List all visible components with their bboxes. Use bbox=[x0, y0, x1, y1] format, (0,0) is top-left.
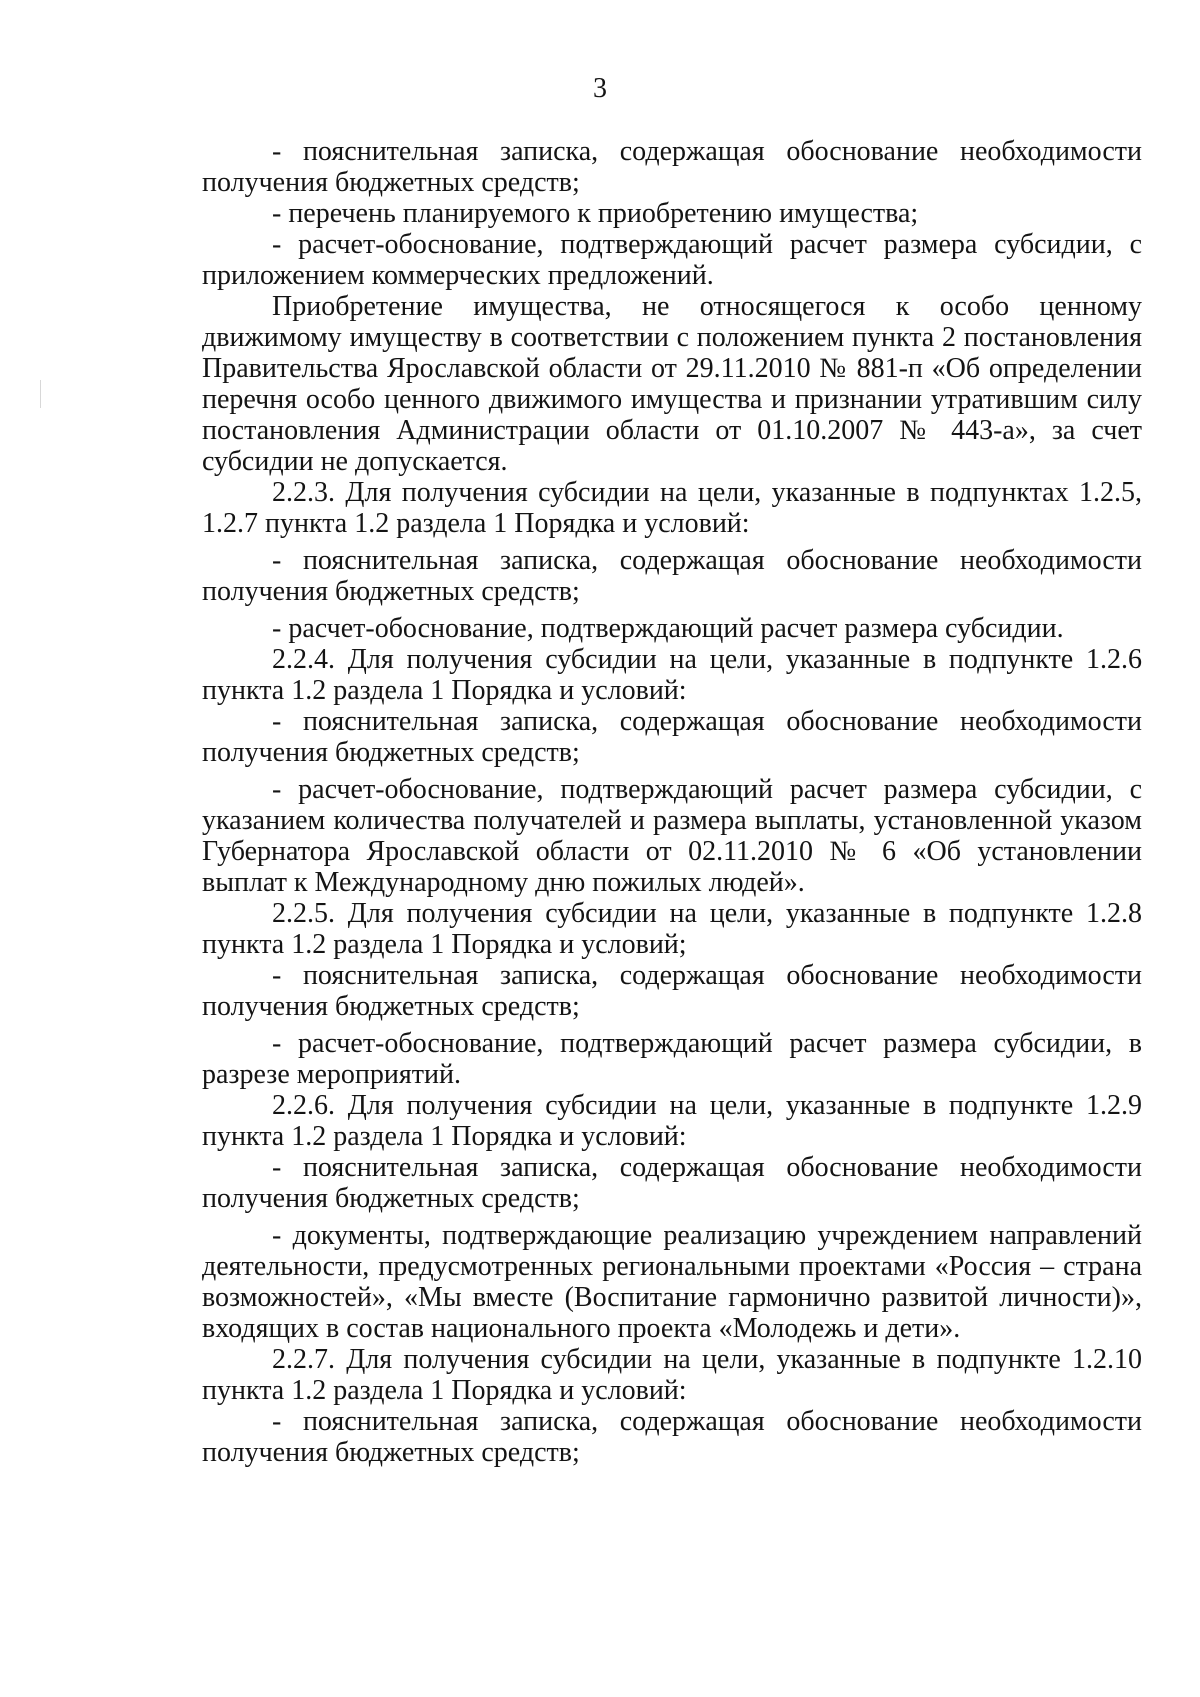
paragraph-explanatory-note-6: - пояснительная записка, содержащая обоснование необходимости получения бюджетных средств; bbox=[202, 1406, 1142, 1468]
paragraph-section-2-2-5: 2.2.5. Для получения субсидии на цели, указанные в подпункте 1.2.8 пункта 1.2 раздела 1 Порядка и условий; bbox=[202, 898, 1142, 960]
paragraph-explanatory-note-1: - пояснительная записка, содержащая обоснование необходимости получения бюджетных средств; bbox=[202, 136, 1142, 198]
paragraph-calculation-events: - расчет-обоснование, подтверждающий расчет размера субсидии, в разрезе мероприятий. bbox=[202, 1028, 1142, 1090]
paragraph-calculation-recipients: - расчет-обоснование, подтверждающий расчет размера субсидии, с указанием количества получателей и размера выплаты, установленной указом Губернатора Ярославской области от 02.11.2010 № 6 «Об установлении выплат к Международному дню пожилых людей». bbox=[202, 774, 1142, 898]
paragraph-explanatory-note-3: - пояснительная записка, содержащая обоснование необходимости получения бюджетных средств; bbox=[202, 706, 1142, 768]
paragraph-explanatory-note-4: - пояснительная записка, содержащая обоснование необходимости получения бюджетных средств; bbox=[202, 960, 1142, 1022]
paragraph-explanatory-note-2: - пояснительная записка, содержащая обоснование необходимости получения бюджетных средств; bbox=[202, 545, 1142, 607]
paragraph-property-acquisition-restriction: Приобретение имущества, не относящегося к особо ценному движимому имуществу в соответствии с положением пункта 2 постановления Правительства Ярославской области от 29.11.2010 № 881-п «Об определении перечня особо ценного движимого имущества и признании утратившим силу постановления Администрации области от 01.10.2007 № 443-а», за счет субсидии не допускается. bbox=[202, 291, 1142, 477]
paragraph-section-2-2-6: 2.2.6. Для получения субсидии на цели, указанные в подпункте 1.2.9 пункта 1.2 раздела 1 Порядка и условий: bbox=[202, 1090, 1142, 1152]
scan-artifact-mark bbox=[40, 380, 41, 408]
paragraph-section-2-2-4: 2.2.4. Для получения субсидии на цели, указанные в подпункте 1.2.6 пункта 1.2 раздела 1 Порядка и условий: bbox=[202, 644, 1142, 706]
paragraph-explanatory-note-5: - пояснительная записка, содержащая обоснование необходимости получения бюджетных средств; bbox=[202, 1152, 1142, 1214]
paragraph-calculation-2: - расчет-обоснование, подтверждающий расчет размера субсидии. bbox=[272, 613, 1064, 644]
paragraph-section-2-2-7: 2.2.7. Для получения субсидии на цели, указанные в подпункте 1.2.10 пункта 1.2 раздела 1 Порядка и условий: bbox=[202, 1344, 1142, 1406]
page-number: 3 bbox=[593, 73, 607, 104]
document-body bbox=[202, 136, 1142, 1468]
paragraph-section-2-2-3: 2.2.3. Для получения субсидии на цели, указанные в подпунктах 1.2.5, 1.2.7 пункта 1.2 раздела 1 Порядка и условий: bbox=[202, 477, 1142, 539]
paragraph-property-list: - перечень планируемого к приобретению имущества; bbox=[272, 198, 919, 229]
paragraph-calculation-commercial-offers: - расчет-обоснование, подтверждающий расчет размера субсидии, с приложением коммерческих предложений. bbox=[202, 229, 1142, 291]
paragraph-documents-regional-projects: - документы, подтверждающие реализацию учреждением направлений деятельности, предусмотренных региональными проектами «Россия – страна возможностей», «Мы вместе (Воспитание гармонично развитой личности)», входящих в состав национального проекта «Молодежь и дети». bbox=[202, 1220, 1142, 1344]
